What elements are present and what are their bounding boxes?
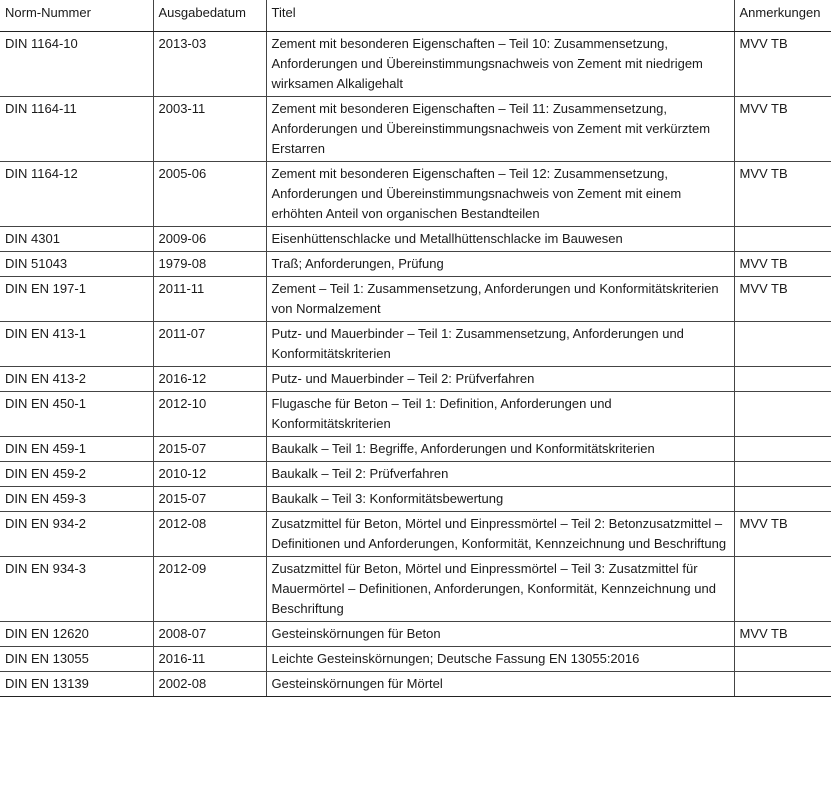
cell-ausgabedatum: 2003-11: [153, 97, 266, 162]
table-row: [0, 462, 831, 487]
cell-ausgabedatum: 2005-06: [153, 162, 266, 227]
cell-anmerkungen: MVV TB: [734, 32, 831, 97]
cell-titel: Zement mit besonderen Eigenschaften – Teil 11: Zusammensetzung, Anforderungen und Übereinstimmungsnachweis von Zement mit verkürztem Erstarren: [266, 97, 734, 162]
table-row: [0, 392, 831, 437]
cell-titel: Leichte Gesteinskörnungen; Deutsche Fassung EN 13055:2016: [266, 647, 734, 672]
cell-ausgabedatum: 2009-06: [153, 227, 266, 252]
cell-anmerkungen: [734, 557, 831, 622]
cell-titel: Putz- und Mauerbinder – Teil 2: Prüfverfahren: [266, 367, 734, 392]
table-row: [0, 162, 831, 227]
table-row: [0, 622, 831, 647]
cell-titel: Zement – Teil 1: Zusammensetzung, Anforderungen und Konformitätskriterien von Normalzement: [266, 277, 734, 322]
cell-ausgabedatum: 2012-10: [153, 392, 266, 437]
cell-norm-nummer: DIN EN 450-1: [0, 392, 153, 437]
cell-norm-nummer: DIN EN 413-2: [0, 367, 153, 392]
cell-anmerkungen: [734, 462, 831, 487]
cell-anmerkungen: [734, 392, 831, 437]
cell-anmerkungen: [734, 647, 831, 672]
table-row: [0, 557, 831, 622]
cell-titel: Gesteinskörnungen für Mörtel: [266, 672, 734, 697]
header-norm-nummer: Norm-Nummer: [0, 0, 153, 32]
cell-anmerkungen: MVV TB: [734, 622, 831, 647]
cell-anmerkungen: MVV TB: [734, 97, 831, 162]
cell-norm-nummer: DIN EN 459-1: [0, 437, 153, 462]
cell-titel: Traß; Anforderungen, Prüfung: [266, 252, 734, 277]
cell-norm-nummer: DIN 1164-12: [0, 162, 153, 227]
cell-anmerkungen: MVV TB: [734, 277, 831, 322]
cell-titel: Putz- und Mauerbinder – Teil 1: Zusammensetzung, Anforderungen und Konformitätskriterien: [266, 322, 734, 367]
cell-ausgabedatum: 2008-07: [153, 622, 266, 647]
header-titel: Titel: [266, 0, 734, 32]
cell-norm-nummer: DIN EN 13055: [0, 647, 153, 672]
cell-norm-nummer: DIN EN 934-3: [0, 557, 153, 622]
cell-norm-nummer: DIN EN 413-1: [0, 322, 153, 367]
cell-anmerkungen: [734, 672, 831, 697]
cell-ausgabedatum: 2016-12: [153, 367, 266, 392]
header-row: [0, 0, 831, 32]
table-row: [0, 227, 831, 252]
cell-anmerkungen: [734, 227, 831, 252]
cell-ausgabedatum: 2015-07: [153, 437, 266, 462]
cell-ausgabedatum: 2012-08: [153, 512, 266, 557]
table-row: [0, 32, 831, 97]
cell-titel: Zusatzmittel für Beton, Mörtel und Einpressmörtel – Teil 3: Zusatzmittel für Mauermörtel – Definitionen, Anforderungen, Konformität, Kennzeichnung und Beschriftung: [266, 557, 734, 622]
cell-titel: Baukalk – Teil 1: Begriffe, Anforderungen und Konformitätskriterien: [266, 437, 734, 462]
cell-anmerkungen: MVV TB: [734, 162, 831, 227]
cell-norm-nummer: DIN EN 197-1: [0, 277, 153, 322]
table-row: [0, 487, 831, 512]
table-row: [0, 437, 831, 462]
cell-titel: Eisenhüttenschlacke und Metallhüttenschlacke im Bauwesen: [266, 227, 734, 252]
cell-norm-nummer: DIN EN 459-2: [0, 462, 153, 487]
cell-anmerkungen: MVV TB: [734, 252, 831, 277]
cell-ausgabedatum: 2011-07: [153, 322, 266, 367]
cell-anmerkungen: MVV TB: [734, 512, 831, 557]
table-row: [0, 252, 831, 277]
table-row: [0, 647, 831, 672]
cell-anmerkungen: [734, 367, 831, 392]
cell-ausgabedatum: 2010-12: [153, 462, 266, 487]
header-anmerkungen: Anmerkungen: [734, 0, 831, 32]
cell-norm-nummer: DIN EN 13139: [0, 672, 153, 697]
table-row: [0, 322, 831, 367]
table-row: [0, 672, 831, 697]
cell-norm-nummer: DIN 4301: [0, 227, 153, 252]
table-row: [0, 97, 831, 162]
header-ausgabedatum: Ausgabedatum: [153, 0, 266, 32]
table-row: [0, 512, 831, 557]
cell-titel: Zement mit besonderen Eigenschaften – Teil 10: Zusammensetzung, Anforderungen und Übereinstimmungsnachweis von Zement mit niedrigem wirksamen Alkaligehalt: [266, 32, 734, 97]
cell-ausgabedatum: 2015-07: [153, 487, 266, 512]
cell-ausgabedatum: 1979-08: [153, 252, 266, 277]
cell-anmerkungen: [734, 487, 831, 512]
cell-ausgabedatum: 2002-08: [153, 672, 266, 697]
cell-ausgabedatum: 2013-03: [153, 32, 266, 97]
cell-norm-nummer: DIN EN 934-2: [0, 512, 153, 557]
cell-titel: Zement mit besonderen Eigenschaften – Teil 12: Zusammensetzung, Anforderungen und Übereinstimmungsnachweis von Zement mit einem erhöhten Anteil von organischen Bestandteilen: [266, 162, 734, 227]
table-row: [0, 367, 831, 392]
cell-norm-nummer: DIN 1164-10: [0, 32, 153, 97]
cell-titel: Gesteinskörnungen für Beton: [266, 622, 734, 647]
cell-norm-nummer: DIN EN 459-3: [0, 487, 153, 512]
cell-ausgabedatum: 2012-09: [153, 557, 266, 622]
cell-norm-nummer: DIN 51043: [0, 252, 153, 277]
cell-ausgabedatum: 2016-11: [153, 647, 266, 672]
cell-anmerkungen: [734, 322, 831, 367]
cell-norm-nummer: DIN 1164-11: [0, 97, 153, 162]
cell-ausgabedatum: 2011-11: [153, 277, 266, 322]
cell-titel: Flugasche für Beton – Teil 1: Definition, Anforderungen und Konformitätskriterien: [266, 392, 734, 437]
cell-anmerkungen: [734, 437, 831, 462]
cell-titel: Baukalk – Teil 3: Konformitätsbewertung: [266, 487, 734, 512]
cell-titel: Zusatzmittel für Beton, Mörtel und Einpressmörtel – Teil 2: Betonzusatzmittel – Definitionen und Anforderungen, Konformität, Kennzeichnung und Beschriftung: [266, 512, 734, 557]
table-row: [0, 277, 831, 322]
cell-norm-nummer: DIN EN 12620: [0, 622, 153, 647]
cell-titel: Baukalk – Teil 2: Prüfverfahren: [266, 462, 734, 487]
